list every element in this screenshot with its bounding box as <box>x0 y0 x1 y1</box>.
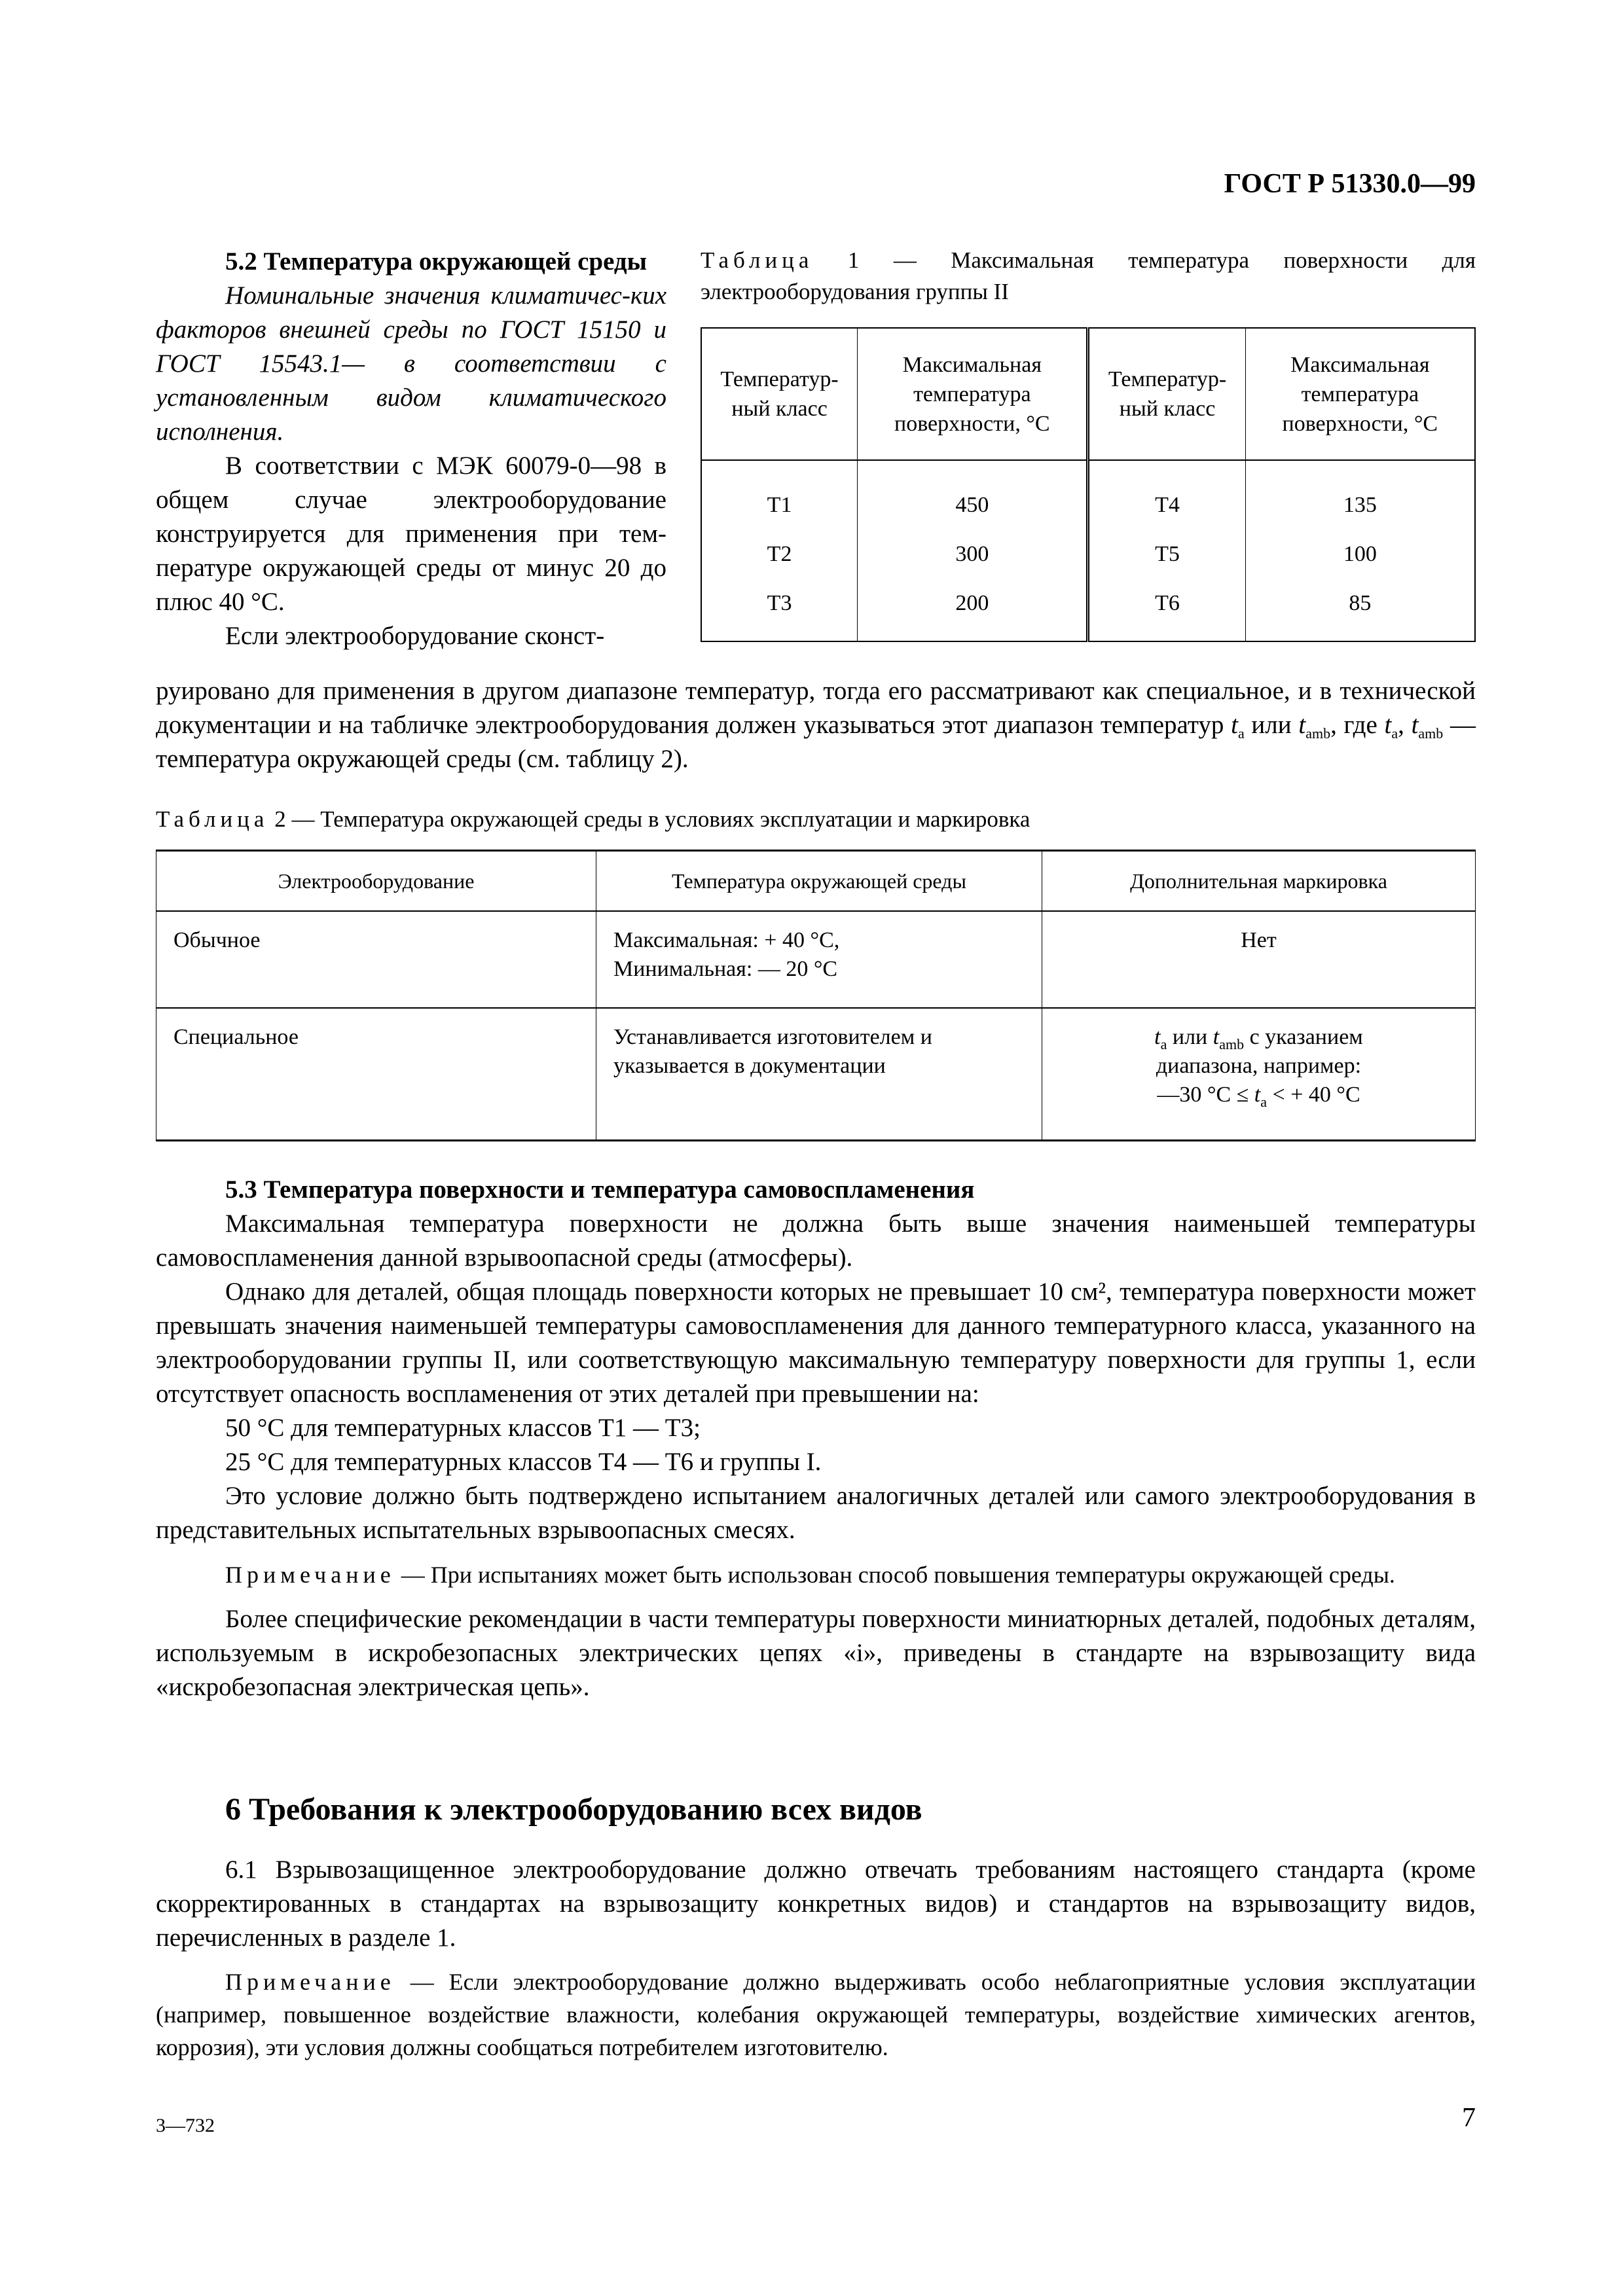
note <box>156 1558 1476 1592</box>
subscript-amb: amb <box>1305 725 1331 742</box>
paragraph: 50 °С для температурных классов Т1 — Т3; <box>225 1414 701 1442</box>
paragraph-text: руировано для применения в другом диапазоне температур, тогда его рассматривают как специальное, и в технической документации и на табличке электрооборудования должен указываться этот диапазон температур <box>156 677 1476 739</box>
table-cell: Устанавливается изготовителем и указывается в документации <box>596 1008 1042 1141</box>
range-lower: —30 °С ≤ <box>1157 1083 1249 1107</box>
document-id: ГОСТ Р 51330.0—99 <box>1224 169 1476 199</box>
table-row <box>701 460 1475 529</box>
section-5-2-heading: 5.2 Температура окружающей среды <box>225 247 647 276</box>
table-cell: Т5 <box>1088 529 1245 579</box>
table-2-caption <box>156 804 1476 835</box>
table-cell: Нет <box>1042 911 1476 1008</box>
table-row <box>156 1008 1476 1141</box>
paragraph: Это условие должно быть подтверждено испытанием аналогичных деталей или самого электрооборудования в представительных испытательных взрывоопасных смесях. <box>156 1482 1476 1544</box>
section-5-3-heading: 5.3 Температура поверхности и температура самовоспламенения <box>225 1175 975 1204</box>
table-2-caption-text: 2 — Температура окружающей среды в условиях эксплуатации и маркировка <box>274 806 1030 832</box>
temperature-symbol: t <box>1231 711 1238 739</box>
table-row <box>701 579 1475 641</box>
note-text: — Если электрооборудование должно выдерживать особо неблагоприятные условия эксплуатации (например, повышенное воздействие влажности, колебания окружающей температуры, воздействие химических агентов, коррозия), эти условия должны сообщаться потребителем изготовителю. <box>156 1969 1476 2060</box>
paragraph-text-end: — температура окружающей среды (см. таблицу 2). <box>156 711 1476 773</box>
table-cell: Т3 <box>767 591 792 615</box>
footer-code: 3—732 <box>156 2115 215 2136</box>
table-1-caption-text: 1 — Максимальная температура поверхности для электрооборудования группы II <box>701 247 1476 304</box>
marking-example <box>1059 1081 1458 1109</box>
comma: , <box>1398 711 1404 739</box>
note <box>156 1965 1476 2064</box>
table-cell: 135 <box>1245 460 1475 529</box>
subscript-a: a <box>1260 1094 1267 1110</box>
subscript-a: a <box>1391 725 1398 742</box>
table-header-cell: Максимальная температура поверхности, °С <box>858 328 1088 460</box>
table-2-block <box>156 804 1476 1141</box>
table-header-row <box>156 851 1476 912</box>
table-cell: Т2 <box>767 542 792 566</box>
subscript-amb: amb <box>1418 725 1444 742</box>
table-cell: Т1 <box>767 493 792 517</box>
table-cell: 450 <box>858 460 1088 529</box>
subscript-amb: amb <box>1219 1036 1245 1052</box>
table-header-cell: Температура окружающей среды <box>596 851 1042 912</box>
table-1-block <box>701 245 1476 642</box>
table-header-row <box>701 328 1475 460</box>
marking-line: диапазона, например: <box>1156 1054 1362 1078</box>
section-6-heading: 6 Требования к электрооборудованию всех видов <box>225 1792 922 1827</box>
temperature-symbol: t <box>1384 711 1392 739</box>
range-upper: < + 40 °С <box>1272 1083 1360 1107</box>
conjunction-or: или <box>1172 1025 1208 1049</box>
table-cell: 300 <box>858 529 1088 579</box>
paragraph: Максимальная температура поверхности не должна быть выше значения наименьшей температуры самовоспламенения данной взрывоопасной среды (атмосферы). <box>156 1210 1476 1272</box>
note-text: — При испытаниях может быть использован способ повышения температуры окружающей среды. <box>401 1562 1395 1588</box>
table-cell: Обычное <box>156 911 596 1008</box>
table-1-caption-label: Таблица <box>701 247 814 273</box>
max-temperature: Максимальная: + 40 °С, <box>613 928 840 952</box>
paragraph: Более специфические рекомендации в части температуры поверхности миниатюрных деталей, подобных деталям, используемым в искробезопасных электрических цепях «i», приведены в стандарте на взрывозащиту вида «искробезопасная электрическая цепь». <box>156 1605 1476 1701</box>
temperature-symbol: t <box>1411 711 1419 739</box>
table-1 <box>701 327 1476 642</box>
temperature-symbol: t <box>1298 711 1306 739</box>
note-label: Примечание <box>225 1969 395 1995</box>
section-5-2-left <box>156 245 666 653</box>
table-cell: Специальное <box>156 1008 596 1141</box>
min-temperature: Минимальная: — 20 °С <box>613 957 838 981</box>
paragraph-iec-reference: В соответствии с МЭК 60079-0—98 в общем случае электрооборудование конструируется для применения при тем-пературе окружающей среды от минус 20 до плюс 40 °С. <box>156 452 666 616</box>
temperature-symbol: t <box>1254 1083 1261 1107</box>
table-1-caption <box>701 245 1476 308</box>
subscript-a: a <box>1160 1036 1167 1052</box>
temperature-symbol: t <box>1154 1025 1161 1049</box>
table-2 <box>156 850 1476 1141</box>
table-row <box>701 529 1475 579</box>
section-6 <box>156 1790 1476 2064</box>
table-cell: 85 <box>1245 579 1475 641</box>
marking-line <box>1059 1023 1458 1052</box>
table-cell <box>596 911 1042 1008</box>
temperature-symbol: t <box>1213 1025 1220 1049</box>
table-header-cell: Дополнительная маркировка <box>1042 851 1476 912</box>
conjunction-or: или <box>1251 711 1292 739</box>
table-row <box>156 911 1476 1008</box>
paragraph: 6.1 Взрывозащищенное электрооборудование должно отвечать требованиям настоящего стандарта (кроме скорректированных в стандартах на взрывозащиту конкретных видов) и стандартов на взрывозащиту видов, перечисленных в разделе 1. <box>156 1856 1476 1952</box>
paragraph-special-start: Если электрооборудование сконст- <box>225 622 605 650</box>
table-cell: 100 <box>1245 529 1475 579</box>
table-cell: Т6 <box>1088 579 1245 641</box>
subscript-a: a <box>1237 725 1245 742</box>
table-header-cell: Максимальная температура поверхности, °С <box>1245 328 1475 460</box>
section-5-3 <box>156 1173 1476 1704</box>
marking-text: с указанием <box>1249 1025 1363 1049</box>
climatic-factors-note: Номинальные значения климатичес-ких факторов внешней среды по ГОСТ 15150 и ГОСТ 15543.1— в соответствии с установленным видом климатического исполнения. <box>156 281 666 446</box>
note-label: Примечание <box>225 1562 395 1588</box>
table-cell <box>1042 1008 1476 1141</box>
paragraph-special-continued <box>156 674 1476 776</box>
table-cell: 200 <box>858 579 1088 641</box>
table-cell: Т4 <box>1088 460 1245 529</box>
table-header-cell: Температур-ный класс <box>1088 328 1245 460</box>
paragraph: Однако для деталей, общая площадь поверхности которых не превышает 10 см², температура поверхности может превышать значения наименьшей температуры самовоспламенения для данного температурного класса, указанного на электрооборудовании группы II, или соответствующую максимальную температуру поверхности для группы 1, если отсутствует опасность воспламенения от этих деталей при превышении на: <box>156 1278 1476 1408</box>
page-number: 7 <box>1462 2103 1476 2133</box>
paragraph: 25 °С для температурных классов Т4 — Т6 и группы I. <box>225 1448 822 1476</box>
table-2-caption-label: Таблица <box>156 806 269 832</box>
table-header-cell: Электрооборудование <box>156 851 596 912</box>
table-header-cell: Температур-ный класс <box>701 328 858 460</box>
word-where: , где <box>1330 711 1377 739</box>
